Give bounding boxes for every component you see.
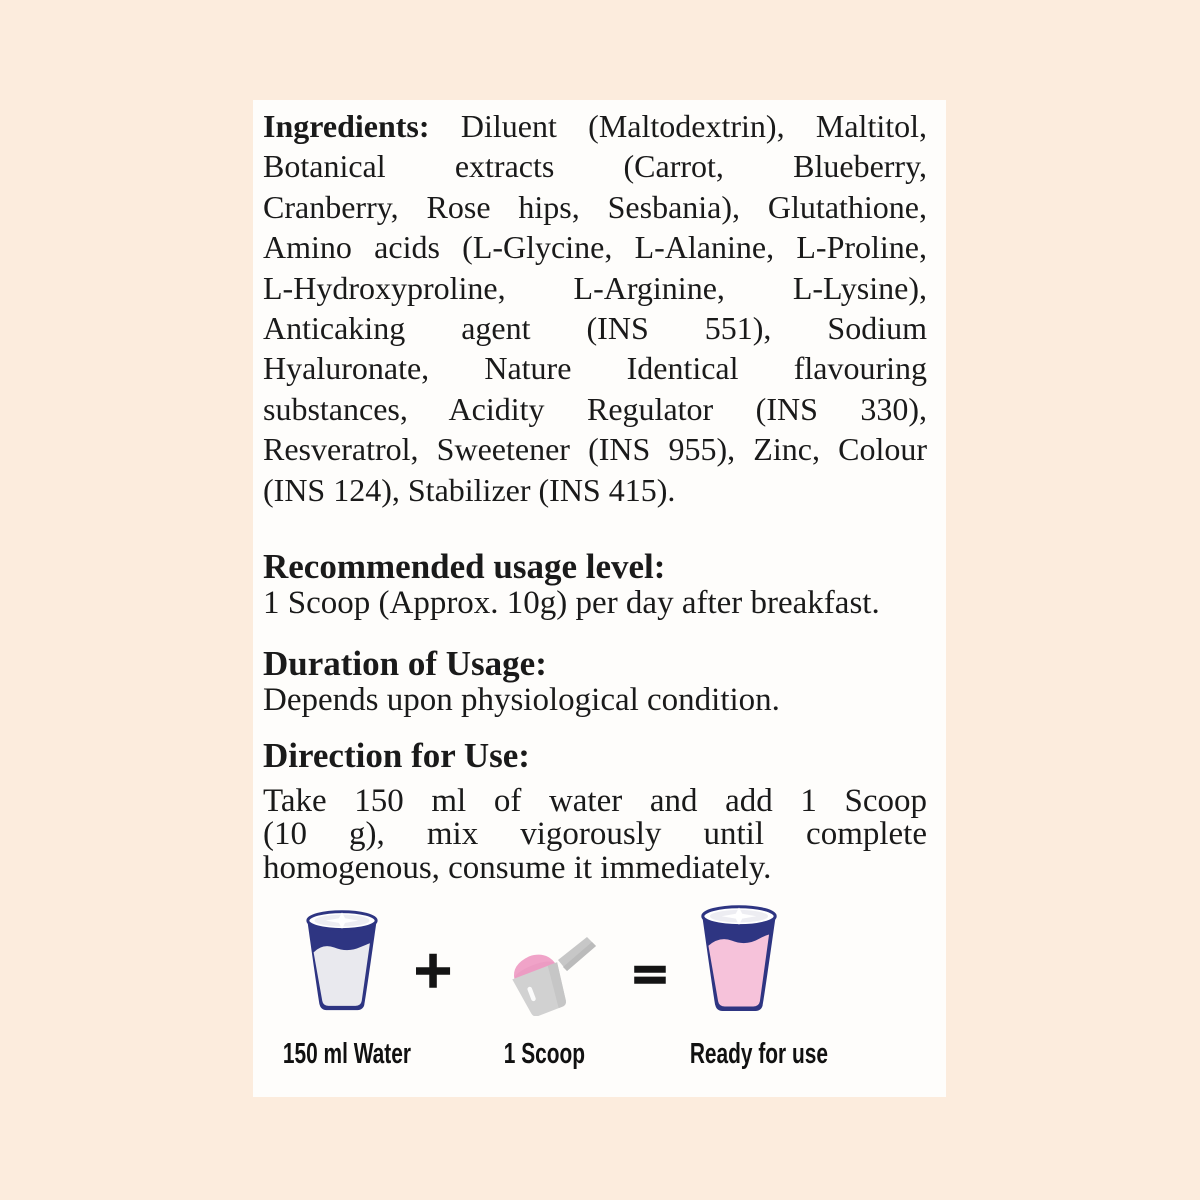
plus-operator: +: [411, 940, 455, 1001]
ingredients-line: Botanical extracts (Carrot, Blueberry,: [263, 148, 927, 185]
usage-heading: Recommended usage level:: [263, 547, 666, 587]
direction-line: (10 g), mix vigorously until complete: [263, 816, 927, 853]
usage-body: 1 Scoop (Approx. 10g) per day after breakfast.: [263, 585, 880, 622]
direction-line: Take 150 ml of water and add 1 Scoop: [263, 783, 927, 820]
ingredients-line: [263, 106, 927, 146]
water-caption-text: 150 ml Water: [282, 1038, 411, 1071]
water-caption: [258, 1037, 412, 1071]
scoop-icon: [501, 930, 601, 1016]
ingredients-line: Hyaluronate, Nature Identical flavouring: [263, 350, 927, 387]
direction-line: homogenous, consume it immediately.: [263, 849, 772, 886]
ingredients-line-text: Diluent (Maltodextrin), Maltitol,: [429, 108, 927, 144]
direction-paragraph: [263, 785, 927, 885]
ingredients-line: Resveratrol, Sweetener (INS 955), Zinc, Colour: [263, 431, 927, 468]
equals-operator: =: [629, 946, 671, 1003]
ready-caption: [663, 1037, 828, 1071]
ready-caption-text: Ready for use: [689, 1038, 828, 1071]
ingredients-line: Anticaking agent (INS 551), Sodium: [263, 310, 927, 347]
ingredients-line: (INS 124), Stabilizer (INS 415).: [263, 471, 676, 508]
direction-heading: Direction for Use:: [263, 736, 530, 776]
duration-heading: Duration of Usage:: [263, 644, 547, 684]
duration-section: [263, 645, 927, 718]
label-panel: [253, 100, 946, 1097]
scoop-caption-text: 1 Scoop: [503, 1038, 585, 1071]
scoop-caption: [467, 1037, 621, 1071]
water-glass-icon: [305, 910, 379, 1012]
ready-glass-icon: [700, 905, 778, 1013]
ingredients-label: Ingredients:: [263, 108, 430, 144]
direction-section: [263, 737, 927, 885]
ingredients-paragraph: [263, 106, 927, 510]
ingredients-line: substances, Acidity Regulator (INS 330),: [263, 390, 927, 427]
preparation-diagram: [263, 904, 927, 1076]
duration-body: Depends upon physiological condition.: [263, 682, 780, 719]
ingredients-line: Cranberry, Rose hips, Sesbania), Glutathione,: [263, 188, 927, 225]
usage-section: [263, 548, 927, 621]
ingredients-line: L-Hydroxyproline, L-Arginine, L-Lysine),: [263, 269, 927, 306]
ingredients-line: Amino acids (L-Glycine, L-Alanine, L-Proline,: [263, 229, 927, 266]
